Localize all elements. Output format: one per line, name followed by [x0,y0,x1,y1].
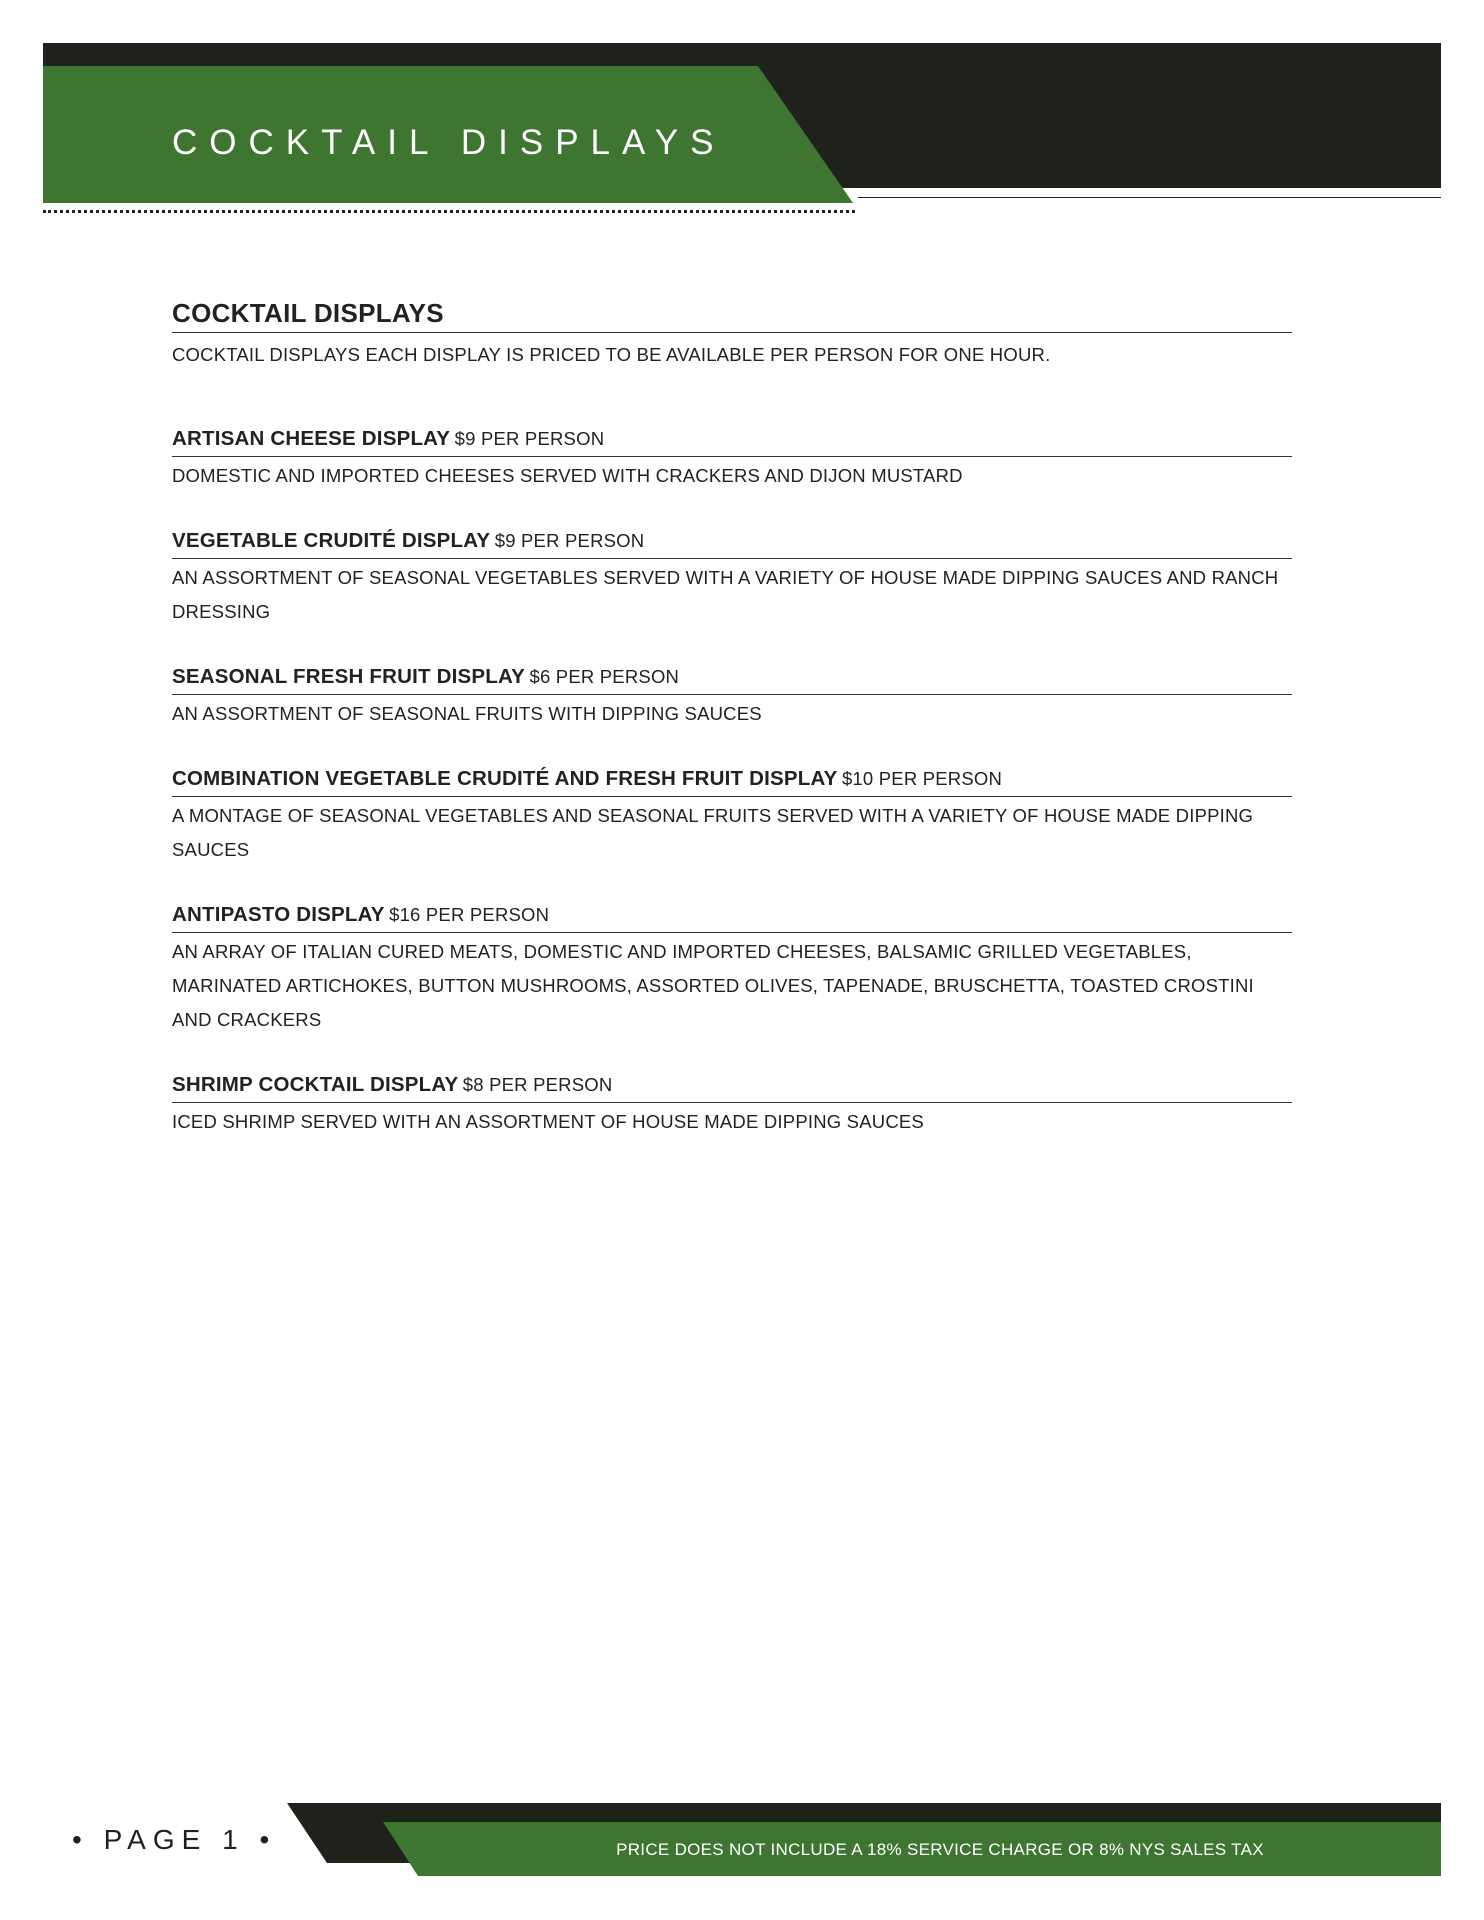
menu-item-header [172,663,1292,695]
menu-item-description: DOMESTIC AND IMPORTED CHEESES SERVED WITH CRACKERS AND DIJON MUSTARD [172,465,963,486]
menu-item-price: $16 PER PERSON [389,904,550,925]
menu-item [172,901,1292,1037]
menu-item-description: ICED SHRIMP SERVED WITH AN ASSORTMENT OF HOUSE MADE DIPPING SAUCES [172,1111,924,1132]
section-title: COCKTAIL DISPLAYS [172,296,1292,333]
menu-item [172,425,1292,493]
menu-item-name: SEASONAL FRESH FRUIT DISPLAY [172,665,526,688]
header-dotted-rule [43,210,855,213]
menu-item-header [172,901,1292,933]
menu-item-description: A MONTAGE OF SEASONAL VEGETABLES AND SEASONAL FRUITS SERVED WITH A VARIETY OF HOUSE MADE DIPPING SAUCES [172,805,1254,860]
menu-item [172,1071,1292,1139]
menu-item [172,765,1292,867]
menu-item-price: $8 PER PERSON [462,1074,613,1095]
header-divider-light [858,193,1441,196]
menu-content [172,296,1292,1173]
header-divider-dark [858,197,1441,198]
page-number: • PAGE 1 • [72,1824,277,1855]
menu-item-header [172,425,1292,457]
menu-item-header [172,527,1292,559]
menu-item-header [172,1071,1292,1103]
menu-item [172,527,1292,629]
menu-item-price: $9 PER PERSON [454,428,605,449]
footer-note: PRICE DOES NOT INCLUDE A 18% SERVICE CHARGE OR 8% NYS SALES TAX [616,1840,1264,1859]
menu-items [172,425,1292,1139]
menu-item-price: $9 PER PERSON [494,530,645,551]
section-description: COCKTAIL DISPLAYS EACH DISPLAY IS PRICED TO BE AVAILABLE PER PERSON FOR ONE HOUR. [172,344,1051,365]
menu-item-price: $10 PER PERSON [841,768,1003,789]
banner-title: COCKTAIL DISPLAYS [172,123,726,162]
menu-item [172,663,1292,731]
menu-item-name: ARTISAN CHEESE DISPLAY [172,427,451,450]
menu-item-description: AN ARRAY OF ITALIAN CURED MEATS, DOMESTIC AND IMPORTED CHEESES, BALSAMIC GRILLED VEGETABLES, MARINATED ARTICHOKES, BUTTON MUSHROOMS, ASSORTED OLIVES, TAPENADE, BRUSCHETTA, TOASTED CROSTINI AND CRACKERS [172,941,1254,1030]
menu-item-name: SHRIMP COCKTAIL DISPLAY [172,1073,459,1096]
menu-item-name: ANTIPASTO DISPLAY [172,903,385,926]
menu-item-description: AN ASSORTMENT OF SEASONAL VEGETABLES SERVED WITH A VARIETY OF HOUSE MADE DIPPING SAUCES AND RANCH DRESSING [172,567,1279,622]
menu-item-price: $6 PER PERSON [529,666,680,687]
menu-item-name: VEGETABLE CRUDITÉ DISPLAY [172,529,491,552]
menu-item-description: AN ASSORTMENT OF SEASONAL FRUITS WITH DIPPING SAUCES [172,703,762,724]
menu-item-name: COMBINATION VEGETABLE CRUDITÉ AND FRESH FRUIT DISPLAY [172,767,838,790]
menu-item-header [172,765,1292,797]
